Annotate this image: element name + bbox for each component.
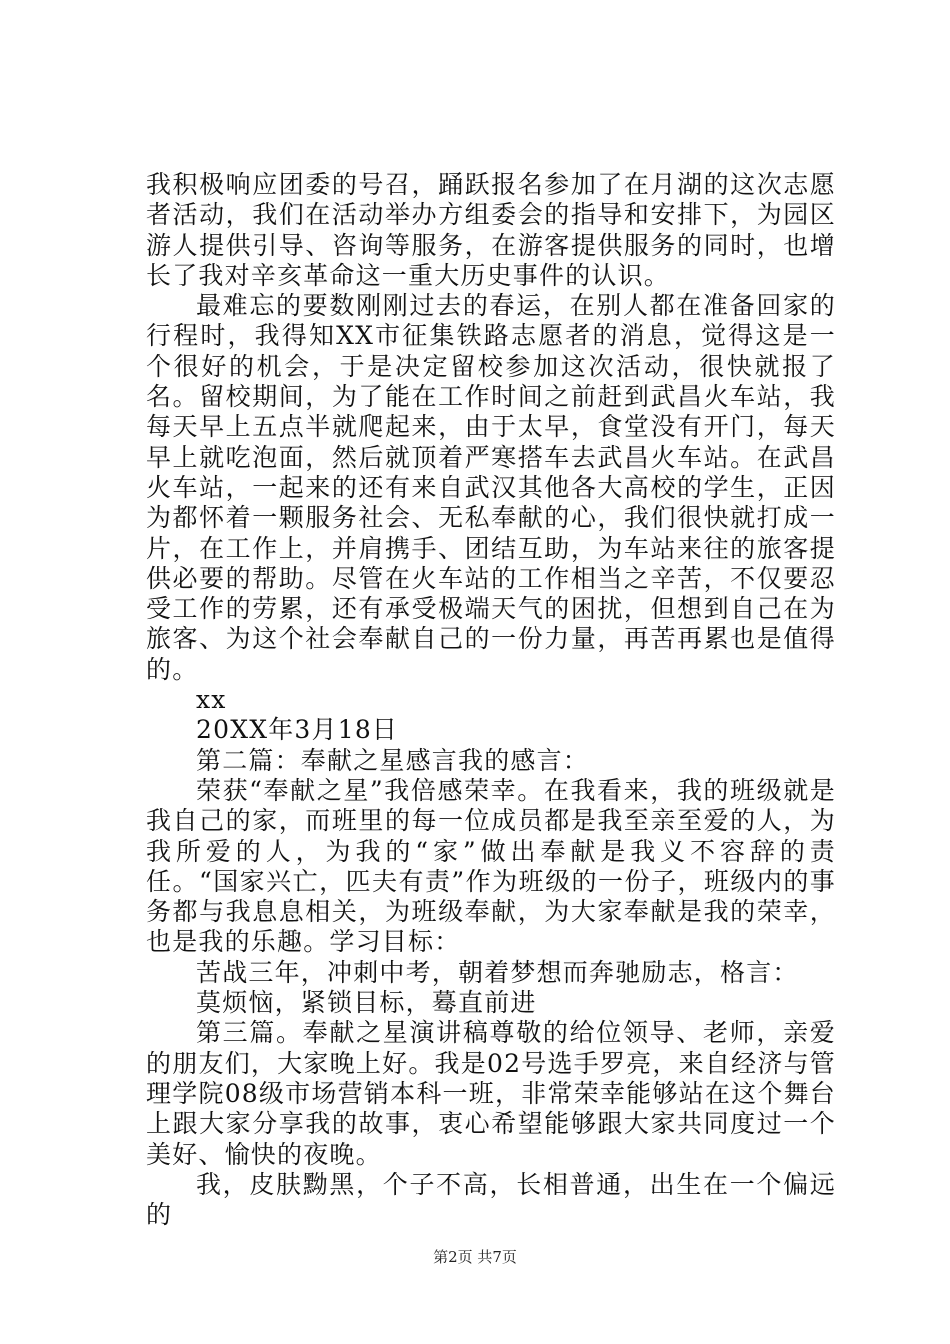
paragraph-3: 荣获“奉献之星”我倍感荣幸。在我看来，我的班级就是我自己的家，而班里的每一位成员都是我至亲至爱的人，为我所爱的人，为我的“家”做出奉献是我义不容辞的责任。“国家兴亡，匹夫有责”作为班级的一份子，班级内的事务都与我息息相关，为班级奉献，为大家奉献是我的荣幸，也是我的乐趣。学习目标：	[146, 775, 836, 957]
signature-name: xx	[196, 685, 227, 715]
signature-date: 20XX年3月18日	[196, 715, 399, 745]
paragraph-6: 第三篇。奉献之星演讲稿尊敬的给位领导、老师，亲爱的朋友们，大家晚上好。我是02号选手罗亮，来自经济与管理学院08级市场营销本科一班，非常荣幸能够站在这个舞台上跟大家分享我的故事，衷心希望能够跟大家共同度过一个美好、愉快的夜晚。	[146, 1018, 836, 1169]
page-footer	[0, 1248, 950, 1266]
paragraph-7: 我，皮肤黝黑，个子不高，长相普通，出生在一个偏远的	[146, 1169, 836, 1230]
page-number: 第2页 共7页	[433, 1248, 517, 1266]
section-heading-2: 第二篇：奉献之星感言我的感言：	[196, 745, 590, 775]
paragraph-2: 最难忘的要数刚刚过去的春运，在别人都在准备回家的行程时，我得知XX市征集铁路志愿者的消息，觉得这是一个很好的机会，于是决定留校参加这次活动，很快就报了名。留校期间，为了能在工作时间之前赶到武昌火车站，我每天早上五点半就爬起来，由于太早，食堂没有开门，每天早上就吃泡面，然后就顶着严寒搭车去武昌火车站。在武昌火车站，一起来的还有来自武汉其他各大高校的学生，正因为都怀着一颗服务社会、无私奉献的心，我们很快就打成一片，在工作上，并肩携手、团结互助，为车站来往的旅客提供必要的帮助。尽管在火车站的工作相当之辛苦，不仅要忍受工作的劳累，还有承受极端天气的困扰，但想到自己在为旅客、为这个社会奉献自己的一份力量，再苦再累也是值得的。	[146, 291, 836, 684]
paragraph-4: 苦战三年，冲刺中考，朝着梦想而奔驰励志，格言：	[196, 957, 799, 987]
document-body	[146, 170, 836, 1230]
paragraph-1: 我积极响应团委的号召，踊跃报名参加了在月湖的这次志愿者活动，我们在活动举办方组委会的指导和安排下，为园区游人提供引导、咨询等服务，在游客提供服务的同时，也增长了我对辛亥革命这一重大历史事件的认识。	[146, 170, 836, 290]
paragraph-5: 莫烦恼，紧锁目标，蓦直前进	[196, 988, 537, 1018]
